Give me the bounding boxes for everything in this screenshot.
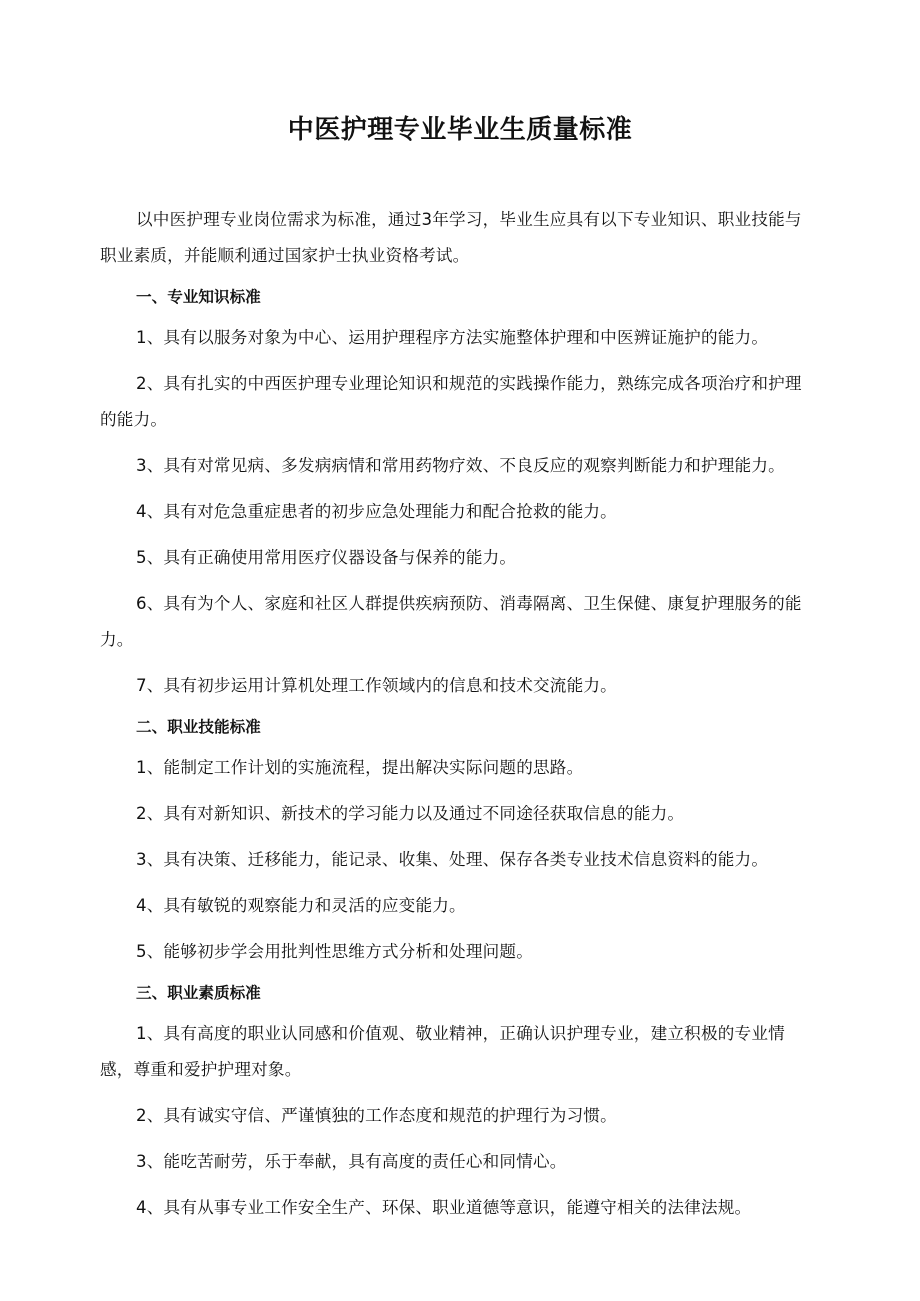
- intro-paragraph: 以中医护理专业岗位需求为标准，通过3年学习，毕业生应具有以下专业知识、职业技能与职业素质，并能顺利通过国家护士执业资格考试。: [100, 210, 802, 265]
- section-skills: [100, 714, 805, 970]
- page-title: 中医护理专业毕业生质量标准: [287, 115, 633, 145]
- section-knowledge: [100, 284, 805, 704]
- section-quality: [100, 980, 805, 1226]
- list-item: 2、具有对新知识、新技术的学习能力以及通过不同途径获取信息的能力。: [136, 804, 685, 823]
- list-item: 3、能吃苦耐劳，乐于奉献，具有高度的责任心和同情心。: [136, 1152, 567, 1171]
- list-item: 3、具有对常见病、多发病病情和常用药物疗效、不良反应的观察判断能力和护理能力。: [136, 456, 785, 475]
- section-heading: 二、职业技能标准: [136, 718, 261, 736]
- list-item: 5、能够初步学会用批判性思维方式分析和处理问题。: [136, 942, 534, 961]
- list-item: 6、具有为个人、家庭和社区人群提供疾病预防、消毒隔离、卫生保健、康复护理服务的能力。: [100, 594, 802, 649]
- list-item: 1、具有以服务对象为中心、运用护理程序方法实施整体护理和中医辨证施护的能力。: [136, 328, 769, 347]
- section-heading: 三、职业素质标准: [136, 984, 261, 1002]
- list-item: 7、具有初步运用计算机处理工作领域内的信息和技术交流能力。: [136, 676, 617, 695]
- list-item: 1、具有高度的职业认同感和价值观、敬业精神，正确认识护理专业，建立积极的专业情感，尊重和爱护护理对象。: [100, 1024, 785, 1079]
- section-heading: 一、专业知识标准: [136, 288, 261, 306]
- list-item: 2、具有扎实的中西医护理专业理论知识和规范的实践操作能力，熟练完成各项治疗和护理的能力。: [100, 374, 802, 429]
- list-item: 1、能制定工作计划的实施流程，提出解决实际问题的思路。: [136, 758, 584, 777]
- document-body: [100, 202, 805, 1236]
- list-item: 4、具有从事专业工作安全生产、环保、职业道德等意识，能遵守相关的法律法规。: [136, 1198, 752, 1217]
- list-item: 2、具有诚实守信、严谨慎独的工作态度和规范的护理行为习惯。: [136, 1106, 617, 1125]
- list-item: 4、具有对危急重症患者的初步应急处理能力和配合抢救的能力。: [136, 502, 617, 521]
- list-item: 3、具有决策、迁移能力，能记录、收集、处理、保存各类专业技术信息资料的能力。: [136, 850, 769, 869]
- list-item: 4、具有敏锐的观察能力和灵活的应变能力。: [136, 896, 466, 915]
- list-item: 5、具有正确使用常用医疗仪器设备与保养的能力。: [136, 548, 517, 567]
